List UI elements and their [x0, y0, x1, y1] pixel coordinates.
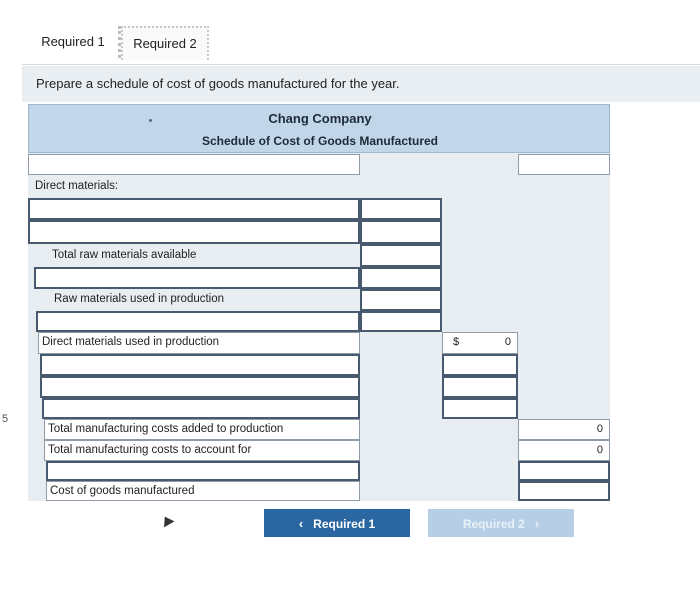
dm-used-label: Direct materials used in production	[42, 336, 220, 348]
total-raw-available-label: Total raw materials available	[52, 249, 197, 261]
label-input[interactable]	[46, 461, 360, 481]
amount-input[interactable]	[442, 354, 518, 376]
amount-input[interactable]	[442, 376, 518, 398]
table-row	[28, 440, 610, 461]
schedule-title: Schedule of Cost of Goods Manufactured	[201, 134, 438, 148]
table-row	[28, 267, 610, 289]
label-input[interactable]	[42, 398, 360, 419]
table-row	[28, 220, 610, 244]
schedule-worksheet	[28, 104, 610, 501]
total-account-value: 0	[596, 444, 603, 456]
table-row	[28, 332, 610, 354]
mouse-cursor-icon	[160, 514, 175, 528]
total-account-label-cell	[44, 440, 360, 461]
label-input[interactable]	[34, 267, 360, 289]
table-row	[28, 376, 610, 398]
amount-input[interactable]	[442, 398, 518, 419]
amount-input[interactable]	[360, 289, 442, 311]
cogm-amount-input[interactable]	[518, 481, 610, 501]
label-input[interactable]	[28, 154, 360, 175]
amount-input[interactable]	[360, 220, 442, 244]
table-row	[28, 398, 610, 419]
instruction-text: Prepare a schedule of cost of goods manufactured for the year.	[36, 76, 400, 91]
chevron-right-icon: ›	[534, 515, 540, 531]
tab-required-2[interactable]: Required 2	[121, 26, 209, 60]
next-required-label: Required 2	[462, 516, 525, 531]
prev-required-label: Required 1	[313, 516, 376, 531]
label-input[interactable]	[40, 354, 360, 376]
table-row	[28, 289, 610, 311]
table-row	[28, 354, 610, 376]
cogm-label-cell	[46, 481, 360, 501]
next-required-button[interactable]	[428, 509, 574, 537]
total-account-amount-input[interactable]	[518, 440, 610, 461]
label-input[interactable]	[40, 376, 360, 398]
chevron-left-icon: ‹	[298, 515, 304, 531]
raw-used-label: Raw materials used in production	[54, 293, 225, 305]
table-row	[28, 154, 610, 175]
total-added-label-cell	[44, 419, 360, 440]
dm-used-amount-input[interactable]	[442, 332, 518, 354]
amount-input[interactable]	[518, 154, 610, 175]
total-account-label: Total manufacturing costs to account for	[48, 444, 252, 456]
total-added-label: Total manufacturing costs added to production	[48, 423, 284, 435]
prev-required-button[interactable]	[264, 509, 410, 537]
label-input[interactable]	[28, 198, 360, 220]
table-row	[28, 461, 610, 481]
currency-symbol: $	[453, 336, 460, 348]
total-added-amount-input[interactable]	[518, 419, 610, 440]
edge-mark: 5	[2, 413, 9, 425]
amount-input[interactable]	[518, 461, 610, 481]
total-added-value: 0	[596, 423, 603, 435]
instruction-banner	[22, 66, 700, 102]
amount-input[interactable]	[360, 198, 442, 220]
table-row	[28, 311, 610, 332]
amount-input[interactable]	[360, 311, 442, 332]
dm-used-value: 0	[504, 336, 511, 348]
label-input[interactable]	[28, 220, 360, 244]
table-row	[28, 198, 610, 220]
table-row	[28, 481, 610, 501]
table-row	[28, 244, 610, 267]
tab-underline	[22, 64, 700, 65]
company-name: Chang Company	[268, 111, 372, 126]
amount-input[interactable]	[360, 244, 442, 267]
label-input[interactable]	[36, 311, 360, 332]
cogm-label: Cost of goods manufactured	[50, 485, 195, 497]
table-row	[28, 175, 610, 198]
schedule-header	[28, 104, 610, 153]
table-row	[28, 419, 610, 440]
direct-materials-label: Direct materials:	[35, 180, 119, 192]
tab-required-1[interactable]: Required 1	[28, 26, 121, 58]
dm-used-label-cell	[38, 332, 360, 354]
amount-input[interactable]	[360, 267, 442, 289]
